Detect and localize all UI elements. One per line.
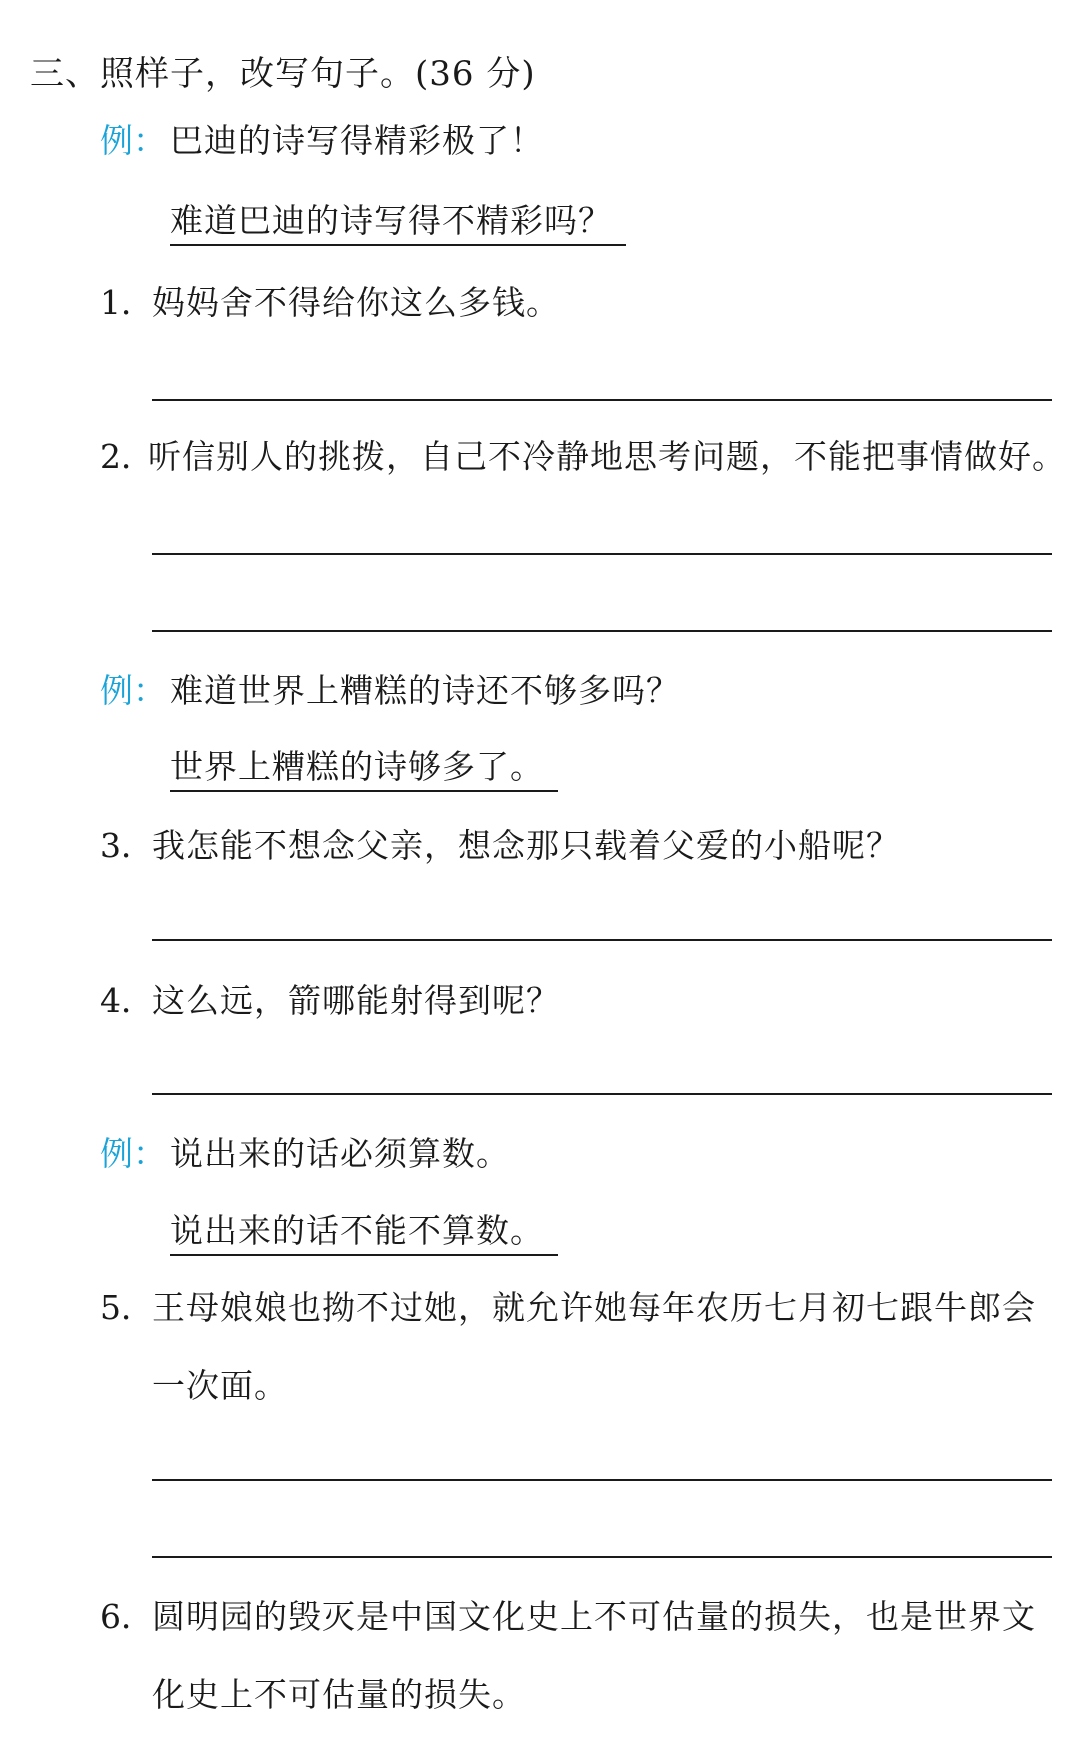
example-label: 例：: [100, 121, 166, 160]
question-text: 这么远，箭哪能射得到呢？: [152, 981, 560, 1020]
question-number: 1．: [100, 283, 154, 322]
question-text-line2: 一次面。: [152, 1366, 288, 1405]
example-answer: 世界上糟糕的诗够多了。: [170, 744, 558, 792]
answer-line[interactable]: [152, 553, 1052, 555]
question-text-line1: 王母娘娘也拗不过她，就允许她每年农历七月初七跟牛郎会: [152, 1288, 1036, 1327]
answer-line[interactable]: [152, 1556, 1052, 1558]
example-label: 例：: [100, 671, 166, 710]
question-number: 4．: [100, 981, 154, 1020]
example-sentence: 说出来的话必须算数。: [170, 1134, 510, 1173]
question-number: 5．: [100, 1288, 154, 1327]
answer-line[interactable]: [152, 1093, 1052, 1095]
answer-line[interactable]: [152, 939, 1052, 941]
answer-line[interactable]: [152, 399, 1052, 401]
example-sentence: 难道世界上糟糕的诗还不够多吗？: [170, 671, 680, 710]
example-label: 例：: [100, 1134, 166, 1173]
section-title: 三、照样子，改写句子。(36 分): [30, 54, 536, 94]
question-number: 6．: [100, 1597, 154, 1636]
answer-line[interactable]: [152, 630, 1052, 632]
example-answer: 难道巴迪的诗写得不精彩吗？: [170, 198, 626, 246]
question-text: 我怎能不想念父亲，想念那只载着父爱的小船呢？: [152, 826, 900, 865]
example-answer: 说出来的话不能不算数。: [170, 1208, 558, 1256]
question-text: 妈妈舍不得给你这么多钱。: [152, 283, 560, 322]
example-sentence: 巴迪的诗写得精彩极了！: [170, 121, 544, 160]
question-number: 2．: [100, 437, 154, 476]
question-text-line1: 圆明园的毁灭是中国文化史上不可估量的损失，也是世界文: [152, 1597, 1036, 1636]
answer-line[interactable]: [152, 1479, 1052, 1481]
question-text: 听信别人的挑拨，自己不冷静地思考问题，不能把事情做好。: [148, 437, 1066, 476]
question-text-line2: 化史上不可估量的损失。: [152, 1675, 526, 1714]
question-number: 3．: [100, 826, 154, 865]
